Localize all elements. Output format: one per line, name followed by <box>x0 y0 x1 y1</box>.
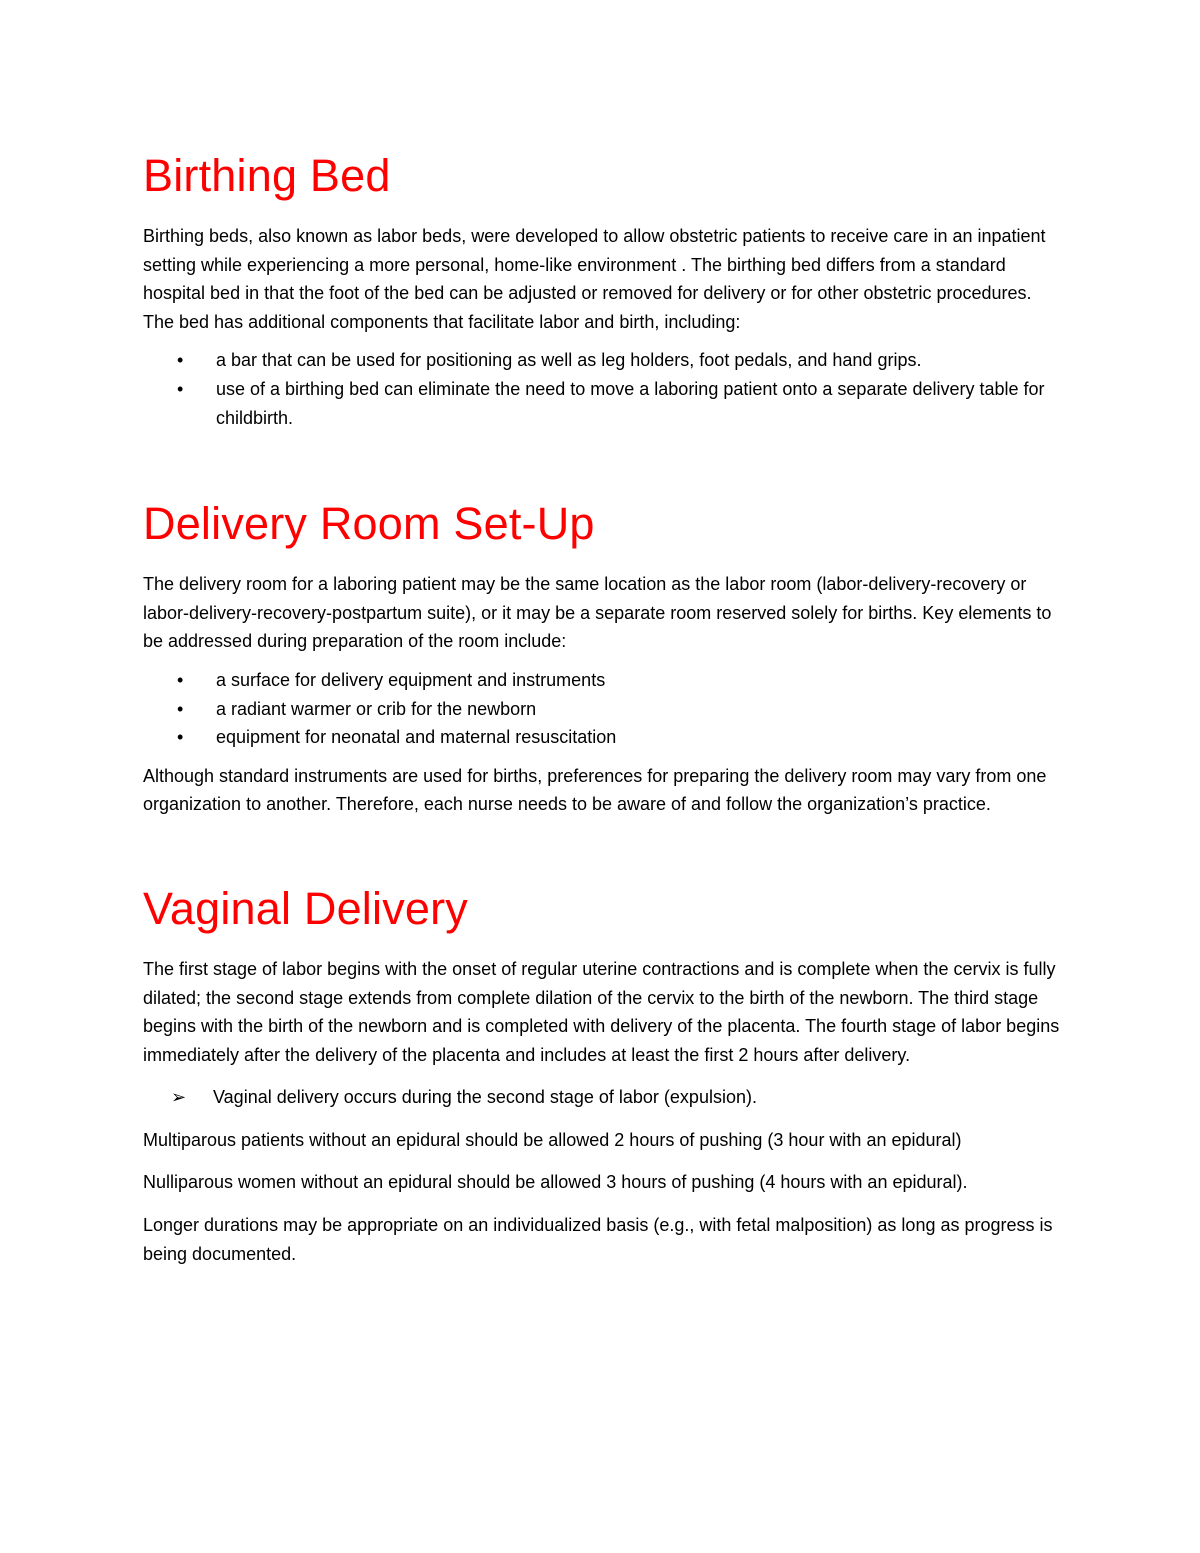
list-item <box>143 1083 1063 1112</box>
bullet-icon: • <box>177 669 184 690</box>
bullet-icon: • <box>177 378 184 399</box>
paragraph-longer-durations: Longer durations may be appropriate on an individualized basis (e.g., with fetal malposition) as long as progress is being documented. <box>143 1215 1053 1264</box>
list-item <box>143 695 1063 724</box>
heading-birthing-bed: Birthing Bed <box>143 150 391 201</box>
heading-delivery-room-setup: Delivery Room Set-Up <box>143 498 595 550</box>
list-item-text: equipment for neonatal and maternal resuscitation <box>216 727 617 748</box>
list-item-text: Vaginal delivery occurs during the second stage of labor (expulsion). <box>213 1087 757 1108</box>
list-item <box>143 666 1063 695</box>
bullet-icon: • <box>177 698 184 719</box>
paragraph-birthing-bed-intro: Birthing beds, also known as labor beds, were developed to allow obstetric patients to receive care in an inpatient setting while experiencing a more personal, home-like environment . The birthing bed differs from a standard hospital bed in that the foot of the bed can be adjusted or removed for delivery or for other obstetric procedures. The bed has additional components that facilitate labor and birth, including: <box>143 226 1046 332</box>
bullet-icon: • <box>177 350 184 371</box>
list-item <box>143 375 1063 432</box>
bullet-icon: • <box>177 727 184 748</box>
arrow-bullet-icon: ➢ <box>171 1087 187 1108</box>
bullet-list-birthing-bed <box>143 346 1063 432</box>
bullet-list-delivery-room <box>143 666 1063 752</box>
heading-vaginal-delivery: Vaginal Delivery <box>143 882 469 934</box>
section-delivery-room-setup <box>143 494 1063 819</box>
section-vaginal-delivery <box>143 879 1063 1268</box>
list-item <box>143 723 1063 752</box>
arrow-list-vaginal-delivery <box>143 1083 1063 1112</box>
section-birthing-bed <box>143 146 1063 432</box>
list-item-text: a surface for delivery equipment and instruments <box>216 669 606 690</box>
list-item-text: use of a birthing bed can eliminate the need to move a laboring patient onto a separate delivery table for childbirth. <box>216 378 1045 428</box>
list-item-text: a bar that can be used for positioning as well as leg holders, foot pedals, and hand grips. <box>216 350 922 371</box>
paragraph-multiparous: Multiparous patients without an epidural should be allowed 2 hours of pushing (3 hour with an epidural) <box>143 1129 962 1150</box>
paragraph-vaginal-delivery-intro: The first stage of labor begins with the onset of regular uterine contractions and is complete when the cervix is fully dilated; the second stage extends from complete dilation of the cervix to the birth of the newborn. The third stage begins with the birth of the newborn and is completed with delivery of the placenta. The fourth stage of labor begins immediately after the delivery of the placenta and includes at least the first 2 hours after delivery. <box>143 958 1060 1065</box>
paragraph-nulliparous: Nulliparous women without an epidural should be allowed 3 hours of pushing (4 hours with an epidural). <box>143 1172 968 1193</box>
list-item-text: a radiant warmer or crib for the newborn <box>216 698 537 719</box>
list-item <box>143 346 1063 375</box>
paragraph-delivery-room-closing: Although standard instruments are used for births, preferences for preparing the delivery room may vary from one organization to another. Therefore, each nurse needs to be aware of and follow the organization’s practice. <box>143 765 1047 815</box>
paragraph-delivery-room-intro: The delivery room for a laboring patient may be the same location as the labor room (labor-delivery-recovery or labor-delivery-recovery-postpartum suite), or it may be a separate room reserved solely for births. Key elements to be addressed during preparation of the room include: <box>143 574 1052 652</box>
document-page <box>143 146 1063 1278</box>
